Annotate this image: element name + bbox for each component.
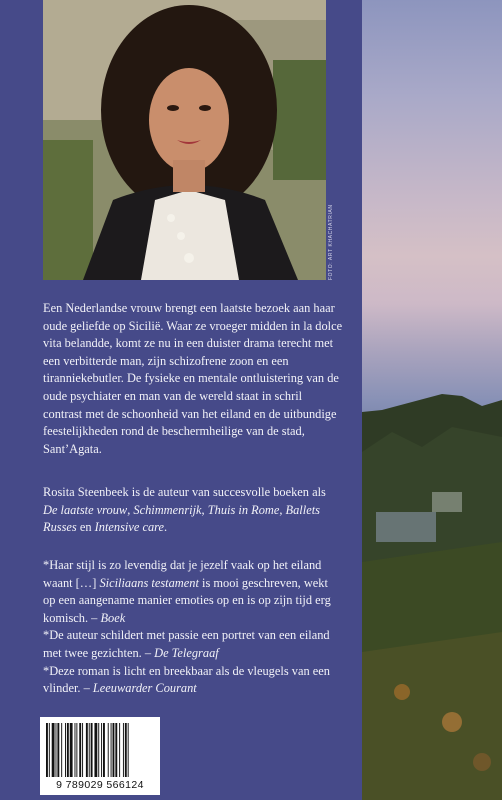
blurb-paragraph-synopsis: Een Nederlandse vrouw brengt een laatste bezoek aan haar oude geliefde op Sicilië. Waar ze vroeger midden in la dolce vita belandde, komt ze nu in een duister drama terecht met een verbitterde man, zijn schizofrene zoon en een tiranniekebutler. De fysieke en mentale ontluistering van de oude psychiater en man van de wereld staat in schril contrast met de schoonheid van het eiland en de uitbundige feestelijkheden rond de beschermheilige van de stad, Sant’Agata. xyxy=(43,301,343,456)
separator: , xyxy=(127,502,134,517)
separator: en xyxy=(76,520,95,535)
book-title: Ballets Russes xyxy=(43,502,320,535)
quoted-book-title: Siciliaans testament xyxy=(99,575,199,590)
review-quote-telegraaf xyxy=(43,627,343,662)
review-source: Leeuwarder Courant xyxy=(92,681,197,696)
book-title: Intensive care xyxy=(94,520,165,535)
book-title: De laatste vrouw xyxy=(43,502,128,517)
coastal-hillside-image xyxy=(362,392,502,800)
barcode-bars xyxy=(46,723,154,777)
isbn-number: 9 789029 566124 xyxy=(56,779,144,791)
review-quote-boek xyxy=(43,557,343,627)
author-portrait-photo xyxy=(43,0,326,280)
review-source: Boek xyxy=(100,610,126,625)
review-quote-leeuwarder xyxy=(43,663,343,698)
review-source: De Telegraaf xyxy=(154,645,219,660)
author-intro-text: Rosita Steenbeek is de auteur van succesvolle boeken als xyxy=(43,485,326,499)
blurb-paragraph-author xyxy=(43,484,343,537)
book-title: Schimmenrijk xyxy=(133,502,202,517)
review-text: is mooi geschreven, wekt op een aangename manier emoties op en is op zijn tijd erg komisch. – xyxy=(43,575,331,625)
review-text: *De auteur schildert met passie een portret van een eiland met twee gezichten. – xyxy=(43,628,330,660)
review-quotes xyxy=(43,557,343,698)
review-text: *Deze roman is licht en breekbaar als de vleugels van een vlinder. – xyxy=(43,663,330,696)
book-title: Thuis in Rome xyxy=(207,502,280,517)
photo-credit: FOTO: ART KHACHATRIAN xyxy=(328,204,334,280)
isbn-barcode xyxy=(40,717,160,795)
separator: , xyxy=(201,502,208,517)
review-text: *Haar stijl is zo levendig dat je jezelf vaak op het eiland waant […] xyxy=(43,558,322,590)
separator: . xyxy=(164,520,168,535)
separator: , xyxy=(279,502,286,517)
